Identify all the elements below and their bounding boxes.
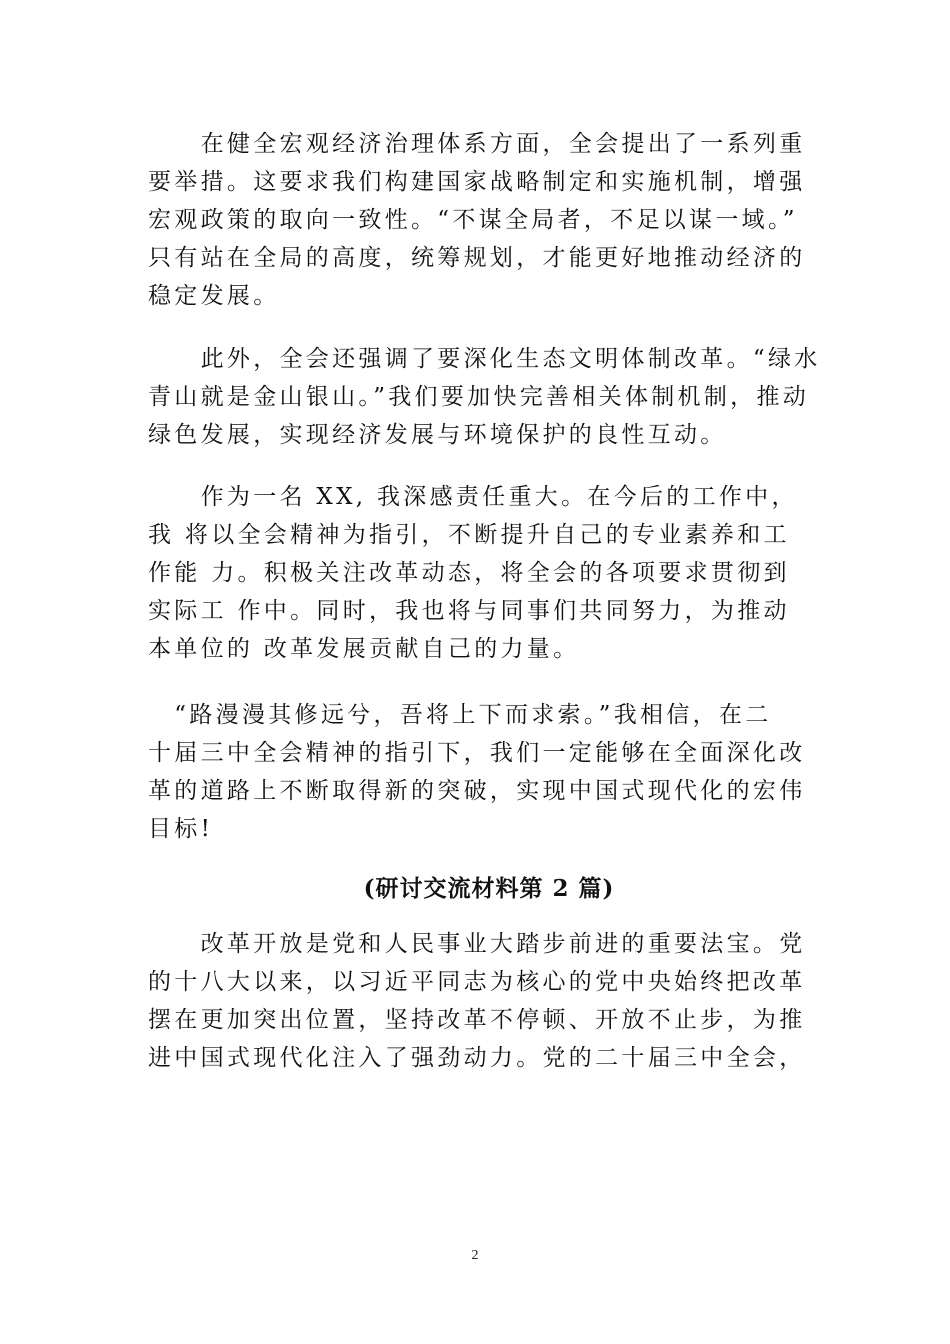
text-line: 要举措。这要求我们构建国家战略制定和实施机制，增强 <box>148 169 806 195</box>
text-line: 本单位的 改革发展贡献自己的力量。 <box>148 636 580 662</box>
text-line: 绿色发展，实现经济发展与环境保护的良性互动。 <box>148 422 727 448</box>
text-line: 作为一名 XX, 我深感责任重大。在今后的工作中， <box>148 484 798 510</box>
paragraph-personal-responsibility <box>148 478 830 668</box>
paragraph-ecological-reform <box>148 340 830 454</box>
paragraph-closing-quote <box>148 696 830 848</box>
text-line: 作能 力。积极关注改革动态，将全会的各项要求贯彻到 <box>148 560 790 586</box>
text-line: 摆在更加突出位置，坚持改革不停顿、开放不止步，为推 <box>148 1007 806 1033</box>
page-number: 2 <box>471 1248 479 1263</box>
paragraph-macro-governance <box>148 125 830 315</box>
text-line: 进中国式现代化注入了强劲动力。党的二十届三中全会， <box>148 1045 806 1071</box>
section-heading: (研讨交流材料第 2 篇) <box>363 875 615 902</box>
text-line: 目标! <box>148 816 214 842</box>
text-line: 的十八大以来，以习近平同志为核心的党中央始终把改革 <box>148 969 806 995</box>
text-line: 只有站在全局的高度，统筹规划，才能更好地推动经济的 <box>148 245 806 271</box>
text-line: 我 将以全会精神为指引，不断提升自己的专业素养和工 <box>148 522 790 548</box>
text-line: 实际工 作中。同时，我也将与同事们共同努力，为推动 <box>148 598 790 624</box>
text-line: 在健全宏观经济治理体系方面，全会提出了一系列重 <box>148 131 806 157</box>
text-line: 改革开放是党和人民事业大踏步前进的重要法宝。党 <box>148 931 806 957</box>
text-line: 稳定发展。 <box>148 283 280 309</box>
text-line: “路漫漫其修远兮，吾将上下而求索。”我相信，在二 <box>148 702 772 728</box>
paragraph-reform-opening <box>148 925 830 1077</box>
text-line: 革的道路上不断取得新的突破，实现中国式现代化的宏伟 <box>148 778 806 804</box>
text-line: 此外，全会还强调了要深化生态文明体制改革。“绿水 <box>148 346 821 372</box>
text-line: 宏观政策的取向一致性。“不谋全局者，不足以谋一域。” <box>148 207 798 233</box>
text-line: 青山就是金山银山。”我们要加快完善相关体制机制，推动 <box>148 384 810 410</box>
text-line: 十届三中全会精神的指引下，我们一定能够在全面深化改 <box>148 740 806 766</box>
